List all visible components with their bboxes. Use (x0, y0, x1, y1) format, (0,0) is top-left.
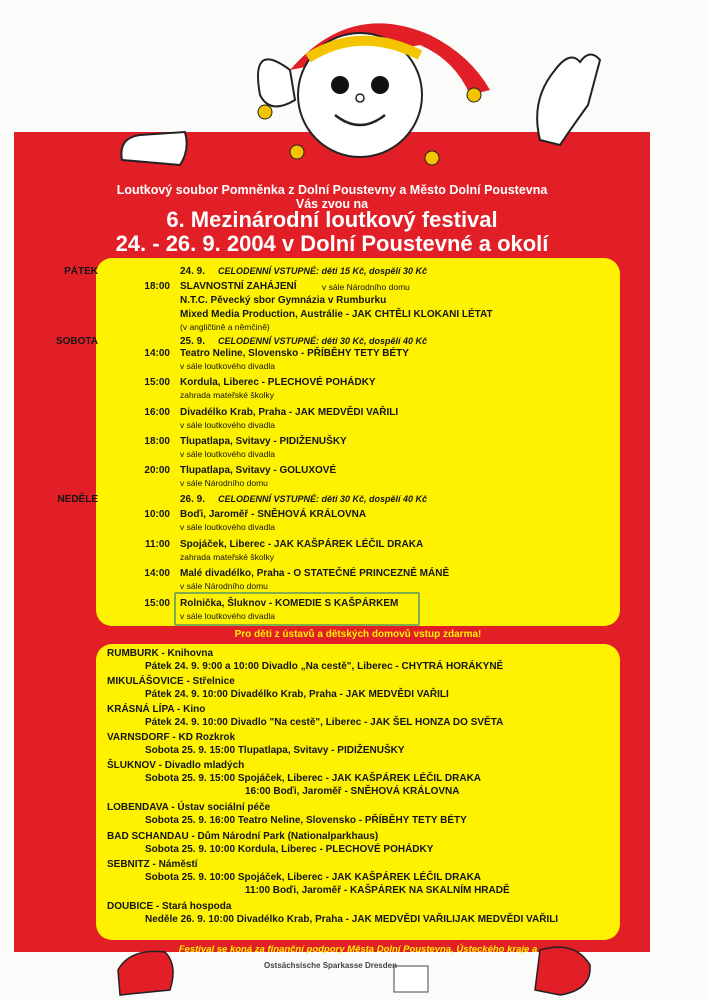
event-venue: v sále Národního domu (180, 581, 268, 591)
event-title: N.T.C. Pěvecký sbor Gymnázia v Rumburku (180, 295, 387, 306)
sponsor-logo: Ostsächsische Sparkasse Dresden (264, 961, 397, 970)
waving-hand-icon (537, 54, 600, 145)
event-time: 15:00 (144, 598, 170, 609)
event-venue: v sále loutkového divadla (180, 522, 275, 532)
left-shoe-icon (118, 951, 173, 995)
venue-name: VARNSDORF - KD Rozkrok (107, 732, 236, 743)
event-title: Spojáček, Liberec - JAK KAŠPÁREK LÉČIL DRAKA (180, 539, 424, 550)
event-venue: (v angličtině a němčině) (180, 322, 270, 332)
event-title: Divadélko Krab, Praha - JAK MEDVĚDI VAŘILI (180, 407, 399, 418)
day-label: NEDĚLE (57, 494, 98, 505)
festival-title (14, 208, 650, 256)
venue-event: Sobota 25. 9. 16:00 Teatro Neline, Slovensko - PŘÍBĚHY TETY BÉTY (145, 815, 467, 826)
day-date: 26. 9. (180, 494, 206, 505)
venue-name: KRÁSNÁ LÍPA - Kino (107, 704, 206, 715)
event-time: 14:00 (144, 348, 170, 359)
venue-name: BAD SCHANDAU - Dům Národní Park (Nationalparkhaus) (107, 831, 379, 842)
day-date: 25. 9. (180, 336, 206, 347)
day-label: PÁTEK (64, 266, 98, 277)
venue-event: 11:00 Boďi, Jaroměř - KAŠPÁREK NA SKALNÍM HRADĚ (245, 885, 510, 896)
day-date: 24. 9. (180, 266, 206, 277)
venue-event: Pátek 24. 9. 9:00 a 10:00 Divadlo „Na cestě", Liberec - CHYTRÁ HORÁKYNĚ (145, 661, 504, 672)
intro-line-1: Loutkový soubor Pomněnka z Dolní Poustevny a Město Dolní Poustevna (116, 183, 548, 197)
event-title: Teatro Neline, Slovensko - PŘÍBĚHY TETY BÉTY (180, 348, 409, 359)
venue-event: Sobota 25. 9. 15:00 Tlupatlapa, Svitavy - PIDIŽENUŠKY (145, 745, 405, 756)
admission-note: CELODENNÍ VSTUPNÉ: děti 15 Kč, dospělí 30 Kč (218, 266, 428, 276)
event-time: 20:00 (144, 465, 170, 476)
jester-right-eye-icon (371, 76, 389, 94)
event-title: Kordula, Liberec - PLECHOVÉ POHÁDKY (180, 377, 376, 388)
event-time: 18:00 (144, 281, 170, 292)
venue-event: 16:00 Boďi, Jaroměř - SNĚHOVÁ KRÁLOVNA (245, 786, 460, 797)
free-entry-note: Pro děti z ústavů a dětských domovů vstup zdarma! (234, 629, 482, 640)
bell-icon (258, 105, 272, 119)
venue-name: DOUBICE - Stará hospoda (107, 901, 232, 912)
title-line-1: 6. Mezinárodní loutkový festival (166, 207, 498, 232)
event-venue: v sále loutkového divadla (180, 449, 275, 459)
jester-nose-icon (356, 94, 364, 102)
event-venue: v sále Národního domu (322, 282, 410, 292)
event-venue: v sále Národního domu (180, 478, 268, 488)
event-title: Mixed Media Production, Austrálie - JAK CHTĚLI KLOKANI LÉTAT (180, 309, 493, 320)
venue-event: Pátek 24. 9. 10:00 Divadélko Krab, Praha - JAK MEDVĚDI VAŘILI (145, 689, 449, 700)
jester-illustration (0, 0, 708, 200)
title-line-2: 24. - 26. 9. 2004 v Dolní Poustevné a okolí (115, 231, 549, 256)
event-venue: v sále loutkového divadla (180, 611, 275, 621)
event-time: 18:00 (144, 436, 170, 447)
event-title: Malé divadélko, Praha - O STATEČNÉ PRINCEZNĚ MÁNĚ (180, 568, 450, 579)
town-logo-icon (394, 966, 428, 992)
bell-icon (290, 145, 304, 159)
event-venue: zahrada mateřské školky (180, 390, 275, 400)
support-note: Festival se koná za finanční podpory Města Dolní Poustevna, Ústeckého kraje a (178, 944, 538, 955)
venue-event: Sobota 25. 9. 10:00 Kordula, Liberec - PLECHOVÉ POHÁDKY (145, 844, 434, 855)
venue-event: Sobota 25. 9. 15:00 Spojáček, Liberec - JAK KAŠPÁREK LÉČIL DRAKA (145, 773, 482, 784)
right-shoe-icon (535, 947, 590, 995)
venue-event: Neděle 26. 9. 10:00 Divadélko Krab, Praha - JAK MEDVĚDI VAŘILIJAK MEDVĚDI VAŘILI (145, 914, 559, 925)
event-time: 11:00 (144, 539, 170, 550)
event-title: SLAVNOSTNÍ ZAHÁJENÍ (180, 281, 297, 292)
event-venue: zahrada mateřské školky (180, 552, 275, 562)
venue-name: ŠLUKNOV - Divadlo mladých (107, 760, 245, 771)
bell-icon (467, 88, 481, 102)
event-venue: v sále loutkového divadla (180, 420, 275, 430)
intro-line-2: Vás zvou na (295, 197, 369, 211)
venue-name: LOBENDAVA - Ústav sociální péče (107, 802, 271, 813)
event-time: 14:00 (144, 568, 170, 579)
event-time: 15:00 (144, 377, 170, 388)
jester-hat-left-icon (258, 59, 295, 106)
event-title: Tlupatlapa, Svitavy - PIDIŽENUŠKY (180, 436, 347, 447)
event-time: 10:00 (144, 509, 170, 520)
left-hand-icon (121, 132, 186, 165)
venue-event: Pátek 24. 9. 10:00 Divadlo "Na cestě", Liberec - JAK ŠEL HONZA DO SVĚTA (145, 717, 504, 728)
event-venue: v sále loutkového divadla (180, 361, 275, 371)
event-time: 16:00 (144, 407, 170, 418)
admission-note: CELODENNÍ VSTUPNÉ: děti 30 Kč, dospělí 40 Kč (218, 336, 428, 346)
bell-icon (425, 151, 439, 165)
event-title: Boďi, Jaroměř - SNĚHOVÁ KRÁLOVNA (180, 509, 367, 520)
venue-name: RUMBURK - Knihovna (107, 648, 214, 659)
day-label: SOBOTA (55, 336, 98, 347)
venue-event: Sobota 25. 9. 10:00 Spojáček, Liberec - JAK KAŠPÁREK LÉČIL DRAKA (145, 872, 482, 883)
admission-note: CELODENNÍ VSTUPNÉ: děti 30 Kč, dospělí 40 Kč (218, 494, 428, 504)
jester-left-eye-icon (331, 76, 349, 94)
event-title: Tlupatlapa, Svitavy - GOLUXOVÉ (180, 465, 337, 476)
venue-name: SEBNITZ - Náměstí (107, 859, 198, 870)
venue-name: MIKULÁŠOVICE - Střelnice (107, 676, 235, 687)
event-title: Rolnička, Šluknov - KOMEDIE S KAŠPÁRKEM (180, 598, 399, 609)
